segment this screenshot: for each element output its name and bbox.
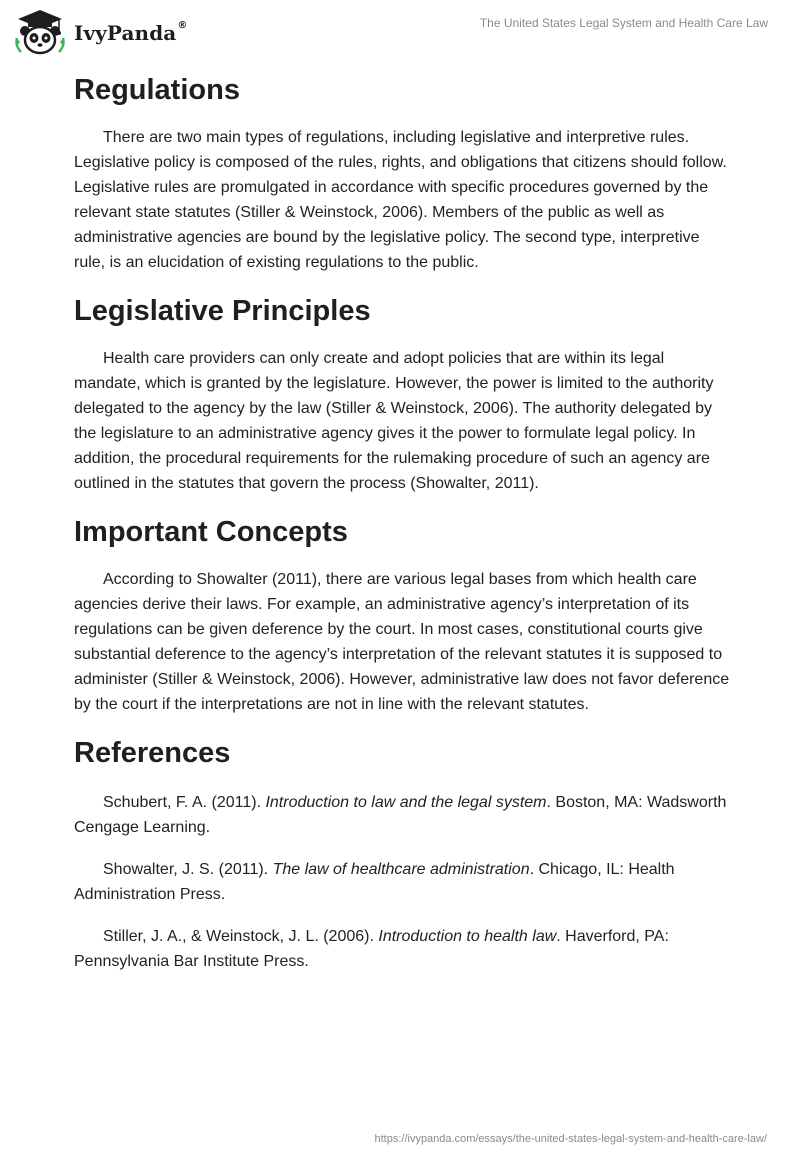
reference-item: Showalter, J. S. (2011). The law of healthcare administration. Chicago, IL: Health Administration Press. [74,861,675,903]
brand-logo[interactable] [14,8,187,56]
panda-graduate-logo-icon [14,8,66,56]
section-paragraph: Health care providers can only create and adopt policies that are within its legal mandate, which is granted by the legislature. However, the power is limited to the authority delegated to the agency by the law (Stiller & Weinstock, 2006). The authority delegated by the legislature to an administrative agency gives it the power to formulate legal policy. In addition, the procedural requirements for the rulemaking procedure of such an agency are outlined in the statutes that govern the process (Showalter, 2011). [74,350,714,492]
reference-item: Schubert, F. A. (2011). Introduction to law and the legal system. Boston, MA: Wadsworth Cengage Learning. [74,794,727,836]
reference-title: Introduction to health law [378,928,557,945]
section-heading: Regulations [74,74,240,106]
document-title: The United States Legal System and Health Care Law [479,16,768,30]
reference-item: Stiller, J. A., & Weinstock, J. L. (2006). Introduction to health law. Haverford, PA: Pennsylvania Bar Institute Press. [74,928,669,970]
reference-title: The law of healthcare administration [272,861,530,878]
registered-mark: ® [177,20,188,31]
source-url-link[interactable]: https://ivypanda.com/essays/the-united-states-legal-system-and-health-care-law/ [374,1133,767,1145]
section-heading: Legislative Principles [74,295,371,327]
essay-body [74,70,734,974]
section-regulations [74,70,734,275]
section-paragraph: According to Showalter (2011), there are various legal bases from which health care agencies derive their laws. For example, an administrative agency’s interpretation of its regulations can be given deference by the court. In most cases, constitutional courts give substantial deference to the agency’s interpretation of the relevant statutes it is supposed to administer (Stiller & Weinstock, 2006). However, administrative law does not favor deference by the court if the interpretations are not in line with the relevant statutes. [74,571,730,713]
reference-title: Introduction to law and the legal system [265,794,547,811]
page-header [0,0,800,62]
references-heading: References [74,737,231,769]
section-references [74,733,734,974]
section-heading: Important Concepts [74,516,348,548]
section-paragraph: There are two main types of regulations, including legislative and interpretive rules. Legislative policy is composed of the rules, rights, and obligations that citizens should follow. Legislative rules are promulgated in accordance with specific procedures governed by the relevant state statutes (Stiller & Weinstock, 2006). Members of the public as well as administrative agencies are bound by the legislative policy. The second type, interpretive rule, is an elucidation of existing regulations to the public. [74,129,727,271]
section-important-concepts [74,512,734,717]
section-legislative-principles [74,291,734,496]
brand-name: IvyPanda® [74,20,188,45]
